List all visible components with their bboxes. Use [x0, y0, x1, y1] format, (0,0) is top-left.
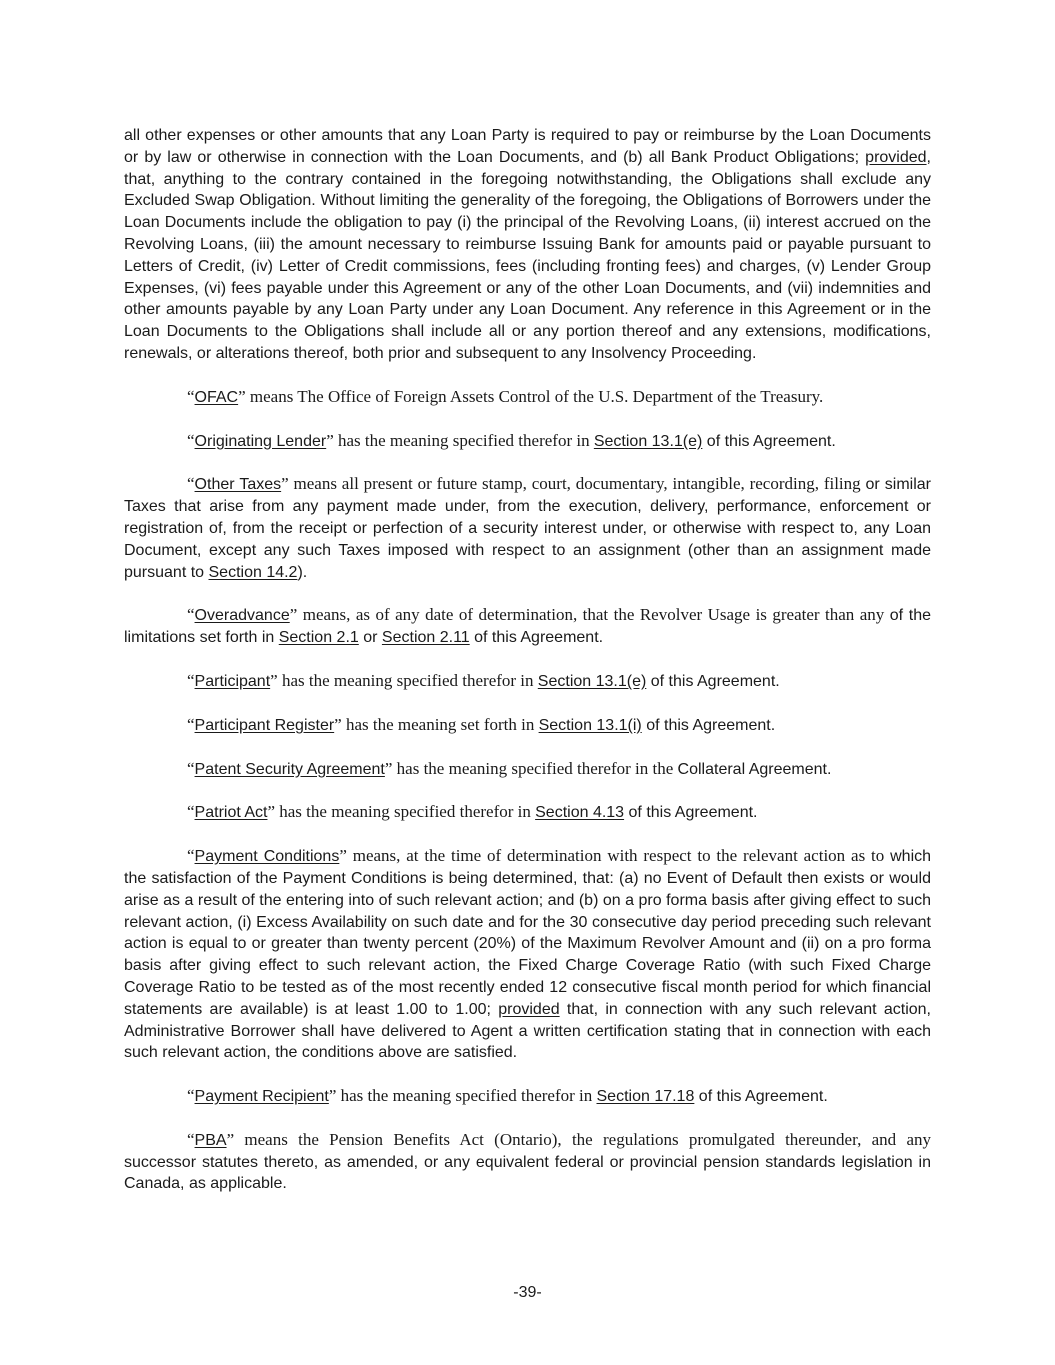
definition-originating-lender — [124, 430, 931, 453]
definition-text: has the meaning specified therefor in — [336, 1086, 597, 1106]
continuation-text: all other expenses or other amounts that any Loan Party is required to pay or reimburse by the Loan Documents or by law or otherwise in connection with the Loan Documents, and (b) all Bank Product Obligations; — [124, 127, 931, 166]
definition-payment-conditions — [124, 845, 931, 1064]
close-quote: ” — [289, 605, 298, 625]
defined-term: Other Taxes — [194, 476, 282, 494]
section-reference: Section 2.1 — [278, 629, 359, 647]
definition-pba — [124, 1129, 931, 1195]
defined-term: Participant — [194, 672, 271, 690]
open-quote: “ — [187, 605, 195, 625]
close-quote: ” — [334, 714, 342, 734]
definition-patent-security-agreement — [124, 758, 931, 781]
definition-text-serif: means, as of any date of determination, that the Revolver Usage is greater than any — [297, 605, 890, 625]
definition-text: has the meaning specified therefor in — [333, 430, 594, 450]
close-quote: ” — [270, 670, 278, 690]
defined-term: PBA — [194, 1131, 227, 1149]
definition-patriot-act — [124, 801, 931, 824]
close-quote: ” — [384, 758, 393, 778]
definition-tail: of this Agreement. — [469, 629, 604, 647]
section-reference: Section 4.13 — [535, 804, 625, 822]
definition-tail: of this Agreement. — [694, 1088, 828, 1106]
close-quote: ” — [339, 846, 347, 866]
section-reference: Section 13.1(e) — [537, 672, 647, 690]
definition-text: has the meaning specified therefor in the — [392, 758, 678, 778]
section-reference: Section 17.18 — [596, 1088, 695, 1106]
open-quote: “ — [187, 846, 195, 866]
close-quote: ” — [281, 474, 289, 494]
definition-text-serif: means the Pension Benefits Act (Ontario), the regulations promulgated thereunder, and any — [234, 1129, 931, 1149]
provided-term: provided — [865, 148, 927, 166]
close-quote: ” — [328, 1086, 337, 1106]
provided-term: provided — [498, 1000, 560, 1018]
definition-text: has the meaning specified therefor in — [275, 802, 536, 822]
definition-participant-register — [124, 714, 931, 737]
close-quote: ” — [326, 430, 334, 450]
open-quote: “ — [187, 1086, 195, 1106]
open-quote: “ — [187, 1129, 195, 1149]
defined-term: Patent Security Agreement — [194, 760, 385, 778]
page-number: -39- — [513, 1284, 542, 1301]
open-quote: “ — [187, 714, 195, 734]
open-quote: “ — [187, 758, 195, 778]
defined-term: Participant Register — [194, 716, 335, 734]
definition-ofac — [124, 386, 931, 409]
open-quote: “ — [187, 386, 195, 406]
defined-term: Payment Conditions — [194, 848, 340, 866]
definition-tail: of this Agreement. — [702, 432, 836, 450]
section-reference: Section 13.1(e) — [593, 432, 703, 450]
section-reference: Section 14.2 — [208, 563, 298, 581]
definition-tail: of this Agreement. — [641, 716, 776, 734]
defined-term: Overadvance — [194, 607, 290, 625]
definition-text: which the satisfaction of the Payment Conditions is being determined, that: (a) no Event of Default then exists or would arise as a result of the entering into of such relevant action; and (b) on a pro forma basis after giving effect to such relevant action, (i) Excess Availability on such date and for the 30 consecutive day period preceding such relevant action is equal to or greater than twenty percent (20%) of the Maximum Revolver Amount and (ii) on a pro forma basis after giving effect to such relevant action, the Fixed Charge Coverage Ratio (with such Fixed Charge Coverage Ratio to be tested as of the most recently ended 12 consecutive fiscal month period for which financial statements are available) is at least 1.00 to 1.00; — [124, 848, 932, 1018]
close-quote: ” — [238, 386, 246, 406]
definition-mid: or — [358, 629, 382, 647]
definition-text: successor statutes thereto, as amended, or any equivalent federal or provincial pension standards legislation in Canada, as applicable. — [124, 1153, 931, 1193]
continuation-text-rest: , that, anything to the contrary contained in the foregoing notwithstanding, the Obligations shall exclude any Excluded Swap Obligation. Without limiting the generality of the foregoing, the Obligations of Borrowers under the Loan Documents include the obligation to pay (i) the principal of the Revolving Loans, (ii) interest accrued on the Revolving Loans, (iii) the amount necessary to reimburse Issuing Bank for amounts paid or payable pursuant to Letters of Credit, (iv) Letter of Credit commissions, fees (including fronting fees) and charges, (v) Lender Group Expenses, (vi) fees payable under this Agreement or any of the other Loan Documents, and (vii) indemnities and other amounts payable by any Loan Party under any Loan Document. Any reference in this Agreement or in the Loan Documents to the Obligations shall include all or any portion thereof and any extensions, modifications, renewals, or alterations thereof, both prior and subsequent to any Insolvency Proceeding. — [124, 148, 931, 362]
definition-overadvance — [124, 604, 931, 649]
definition-text-serif: means, at the time of determination with respect to the relevant action as to — [346, 846, 891, 866]
defined-term: Patriot Act — [194, 804, 268, 822]
definition-tail: of this Agreement. — [646, 672, 780, 690]
definition-text: of the limitations set forth in — [124, 607, 932, 647]
continuation-paragraph — [124, 125, 931, 365]
definition-text: means The Office of Foreign Assets Control of the U.S. Department of the Treasury. — [245, 386, 824, 406]
definition-text-serif: means all present or future stamp, court, documentary, intangible, recording, filing — [288, 474, 866, 494]
document-page — [124, 125, 931, 1216]
defined-term: OFAC — [194, 388, 239, 406]
definition-other-taxes — [124, 473, 931, 583]
defined-term: Originating Lender — [194, 432, 327, 450]
open-quote: “ — [187, 802, 195, 822]
definition-tail: Collateral Agreement. — [677, 760, 832, 778]
definition-tail: of this Agreement. — [624, 804, 758, 822]
section-reference: Section 13.1(i) — [538, 716, 642, 734]
definition-tail: that, in connection with any such relevant action, Administrative Borrower shall have delivered to Agent a written certification stating that in connection with each such relevant action, the conditions above are satisfied. — [124, 1000, 932, 1062]
close-quote: ” — [226, 1129, 235, 1149]
defined-term: Payment Recipient — [194, 1088, 329, 1106]
definition-participant — [124, 670, 931, 693]
definition-text: or similar Taxes that arise from any payment made under, from the execution, delivery, performance, enforcement or registration of, from the receipt or perfection of a security interest under, or otherwise with respect to, any Loan Document, except any such Taxes imposed with respect to an assignment (other than an assignment made pursuant to — [124, 476, 932, 581]
definition-tail: ). — [297, 563, 308, 581]
definition-payment-recipient — [124, 1085, 931, 1108]
close-quote: ” — [267, 802, 276, 822]
open-quote: “ — [187, 670, 195, 690]
open-quote: “ — [187, 430, 195, 450]
section-reference: Section 2.11 — [381, 629, 470, 647]
definition-text: has the meaning set forth in — [341, 714, 539, 734]
definition-text: has the meaning specified therefor in — [277, 670, 538, 690]
open-quote: “ — [187, 474, 195, 494]
